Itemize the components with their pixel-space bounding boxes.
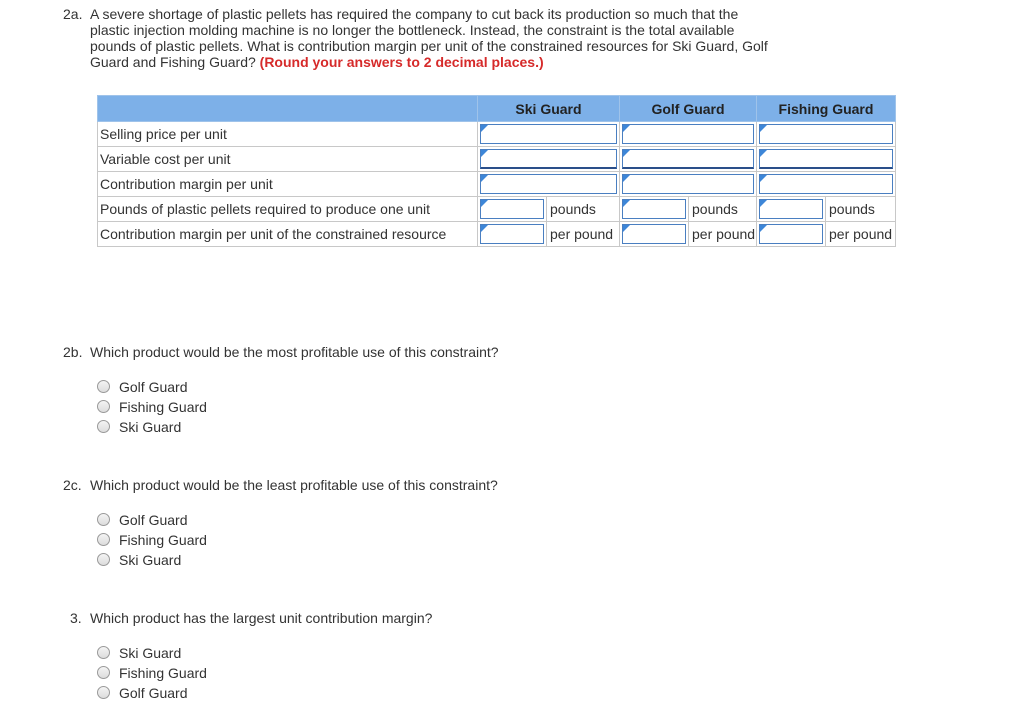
fishing-cm-per-pound-input[interactable] bbox=[759, 224, 823, 244]
option-ski-guard[interactable] bbox=[97, 550, 207, 570]
golf-pounds-cell bbox=[620, 197, 757, 222]
fishing-pounds-cell bbox=[757, 197, 896, 222]
row-label-cm-per-constrained: Contribution margin per unit of the constrained resource bbox=[98, 222, 478, 247]
question-2c bbox=[63, 477, 763, 495]
fishing-variable-cost-input[interactable] bbox=[759, 149, 893, 169]
options-2b bbox=[97, 377, 207, 437]
row-label-selling-price: Selling price per unit bbox=[98, 122, 478, 147]
question-text: Which product has the largest unit contribution margin? bbox=[90, 610, 433, 626]
option-label: Fishing Guard bbox=[119, 665, 207, 681]
header-golf-guard: Golf Guard bbox=[620, 96, 757, 122]
flag-icon bbox=[760, 225, 767, 232]
row-label-variable-cost: Variable cost per unit bbox=[98, 147, 478, 172]
ski-cm-per-pound-input[interactable] bbox=[480, 224, 544, 244]
answer-table bbox=[97, 95, 896, 247]
radio-button[interactable] bbox=[97, 513, 110, 526]
header-ski-guard: Ski Guard bbox=[478, 96, 620, 122]
radio-button[interactable] bbox=[97, 553, 110, 566]
option-label: Golf Guard bbox=[119, 379, 188, 395]
option-label: Golf Guard bbox=[119, 512, 188, 528]
radio-button[interactable] bbox=[97, 666, 110, 679]
question-body: A severe shortage of plastic pellets has required the company to cut back its production so much that the plastic injection molding machine is no longer the bottleneck. Instead, the constraint is the total available pounds of plastic pellets. What is contribution margin per unit of the constrained resources for Ski Guard, Golf Guard and Fishing Guard? bbox=[90, 6, 768, 70]
option-golf-guard[interactable] bbox=[97, 683, 207, 703]
rounding-instruction: (Round your answers to 2 decimal places.) bbox=[259, 54, 544, 70]
option-label: Golf Guard bbox=[119, 685, 188, 701]
ski-contribution-margin-cell bbox=[478, 172, 620, 197]
radio-button[interactable] bbox=[97, 420, 110, 433]
question-number: 2c. bbox=[63, 477, 82, 493]
fishing-selling-price-input[interactable] bbox=[759, 124, 893, 144]
flag-icon bbox=[481, 125, 488, 132]
fishing-variable-cost-cell bbox=[757, 147, 896, 172]
flag-icon bbox=[623, 150, 630, 157]
ski-variable-cost-cell bbox=[478, 147, 620, 172]
question-text: Which product would be the most profitable use of this constraint? bbox=[90, 344, 499, 360]
unit-label: per pound bbox=[688, 222, 756, 246]
question-2b bbox=[63, 344, 763, 362]
fishing-selling-price-cell bbox=[757, 122, 896, 147]
flag-icon bbox=[623, 125, 630, 132]
option-ski-guard[interactable] bbox=[97, 643, 207, 663]
flag-icon bbox=[760, 200, 767, 207]
question-number: 3. bbox=[70, 610, 82, 626]
unit-label: per pound bbox=[546, 222, 619, 246]
flag-icon bbox=[760, 125, 767, 132]
question-number: 2b. bbox=[63, 344, 83, 360]
golf-contribution-margin-cell bbox=[620, 172, 757, 197]
ski-selling-price-cell bbox=[478, 122, 620, 147]
flag-icon bbox=[481, 150, 488, 157]
table-header-row bbox=[98, 96, 896, 122]
question-3 bbox=[63, 610, 763, 628]
flag-icon bbox=[760, 175, 767, 182]
option-label: Ski Guard bbox=[119, 419, 182, 435]
radio-button[interactable] bbox=[97, 400, 110, 413]
table-row bbox=[98, 172, 896, 197]
golf-variable-cost-input[interactable] bbox=[622, 149, 754, 169]
option-fishing-guard[interactable] bbox=[97, 530, 207, 550]
flag-icon bbox=[481, 200, 488, 207]
question-number: 2a. bbox=[63, 6, 83, 22]
option-label: Ski Guard bbox=[119, 552, 182, 568]
unit-label: pounds bbox=[688, 197, 756, 221]
radio-button[interactable] bbox=[97, 646, 110, 659]
radio-button[interactable] bbox=[97, 686, 110, 699]
ski-contribution-margin-input[interactable] bbox=[480, 174, 617, 194]
unit-label: per pound bbox=[825, 222, 895, 246]
table-row bbox=[98, 222, 896, 247]
radio-button[interactable] bbox=[97, 533, 110, 546]
question-2a bbox=[63, 6, 768, 76]
golf-contribution-margin-input[interactable] bbox=[622, 174, 754, 194]
fishing-pounds-input[interactable] bbox=[759, 199, 823, 219]
golf-cm-per-pound-cell bbox=[620, 222, 757, 247]
golf-pounds-input[interactable] bbox=[622, 199, 686, 219]
option-golf-guard[interactable] bbox=[97, 377, 207, 397]
radio-button[interactable] bbox=[97, 380, 110, 393]
row-label-pounds-required: Pounds of plastic pellets required to produce one unit bbox=[98, 197, 478, 222]
ski-cm-per-pound-cell bbox=[478, 222, 620, 247]
option-fishing-guard[interactable] bbox=[97, 397, 207, 417]
flag-icon bbox=[623, 225, 630, 232]
options-3 bbox=[97, 643, 207, 703]
flag-icon bbox=[623, 175, 630, 182]
flag-icon bbox=[760, 150, 767, 157]
table-row bbox=[98, 147, 896, 172]
header-fishing-guard: Fishing Guard bbox=[757, 96, 896, 122]
unit-label: pounds bbox=[825, 197, 895, 221]
flag-icon bbox=[481, 175, 488, 182]
option-label: Ski Guard bbox=[119, 645, 182, 661]
header-blank bbox=[98, 96, 478, 122]
option-ski-guard[interactable] bbox=[97, 417, 207, 437]
question-text: Which product would be the least profitable use of this constraint? bbox=[90, 477, 498, 493]
option-fishing-guard[interactable] bbox=[97, 663, 207, 683]
ski-pounds-input[interactable] bbox=[480, 199, 544, 219]
fishing-contribution-margin-cell bbox=[757, 172, 896, 197]
options-2c bbox=[97, 510, 207, 570]
ski-variable-cost-input[interactable] bbox=[480, 149, 617, 169]
flag-icon bbox=[623, 200, 630, 207]
golf-variable-cost-cell bbox=[620, 147, 757, 172]
golf-selling-price-input[interactable] bbox=[622, 124, 754, 144]
row-label-contribution-margin: Contribution margin per unit bbox=[98, 172, 478, 197]
golf-cm-per-pound-input[interactable] bbox=[622, 224, 686, 244]
ski-pounds-cell bbox=[478, 197, 620, 222]
fishing-contribution-margin-input[interactable] bbox=[759, 174, 893, 194]
table-row bbox=[98, 122, 896, 147]
flag-icon bbox=[481, 225, 488, 232]
question-text bbox=[90, 6, 770, 70]
fishing-cm-per-pound-cell bbox=[757, 222, 896, 247]
option-golf-guard[interactable] bbox=[97, 510, 207, 530]
table-row bbox=[98, 197, 896, 222]
option-label: Fishing Guard bbox=[119, 399, 207, 415]
ski-selling-price-input[interactable] bbox=[480, 124, 617, 144]
option-label: Fishing Guard bbox=[119, 532, 207, 548]
golf-selling-price-cell bbox=[620, 122, 757, 147]
unit-label: pounds bbox=[546, 197, 619, 221]
